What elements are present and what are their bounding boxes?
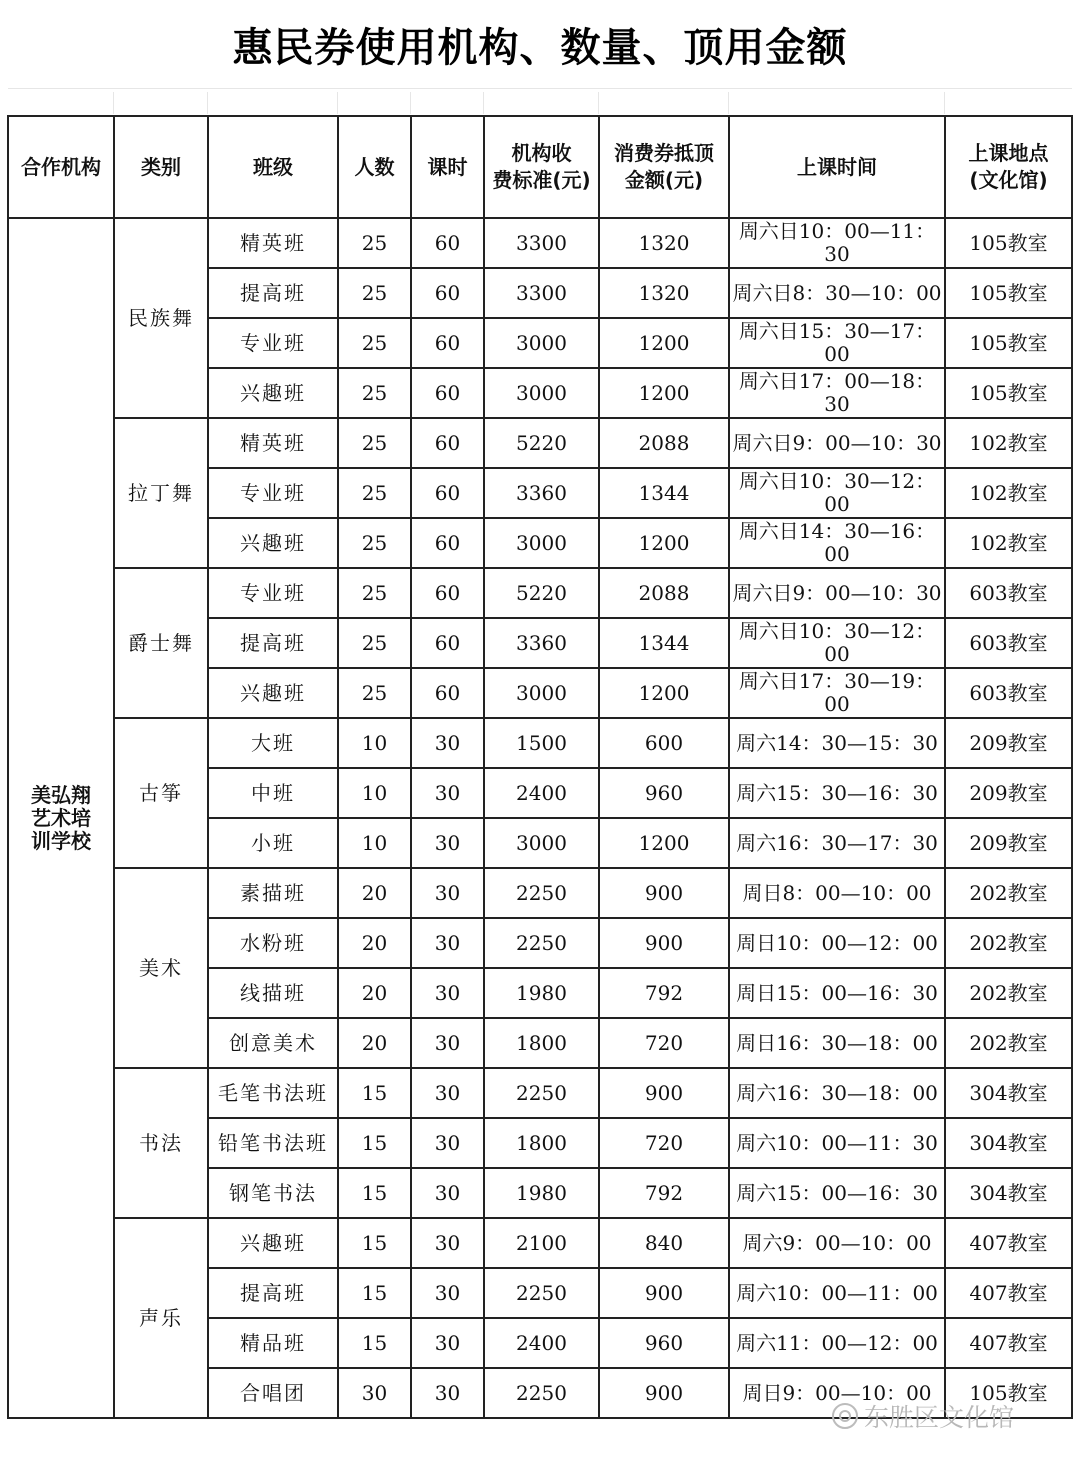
fee-cell: 2100 <box>484 1218 599 1268</box>
voucher-cell: 720 <box>599 1118 729 1168</box>
room-cell: 202教室 <box>945 918 1072 968</box>
fee-cell: 3000 <box>484 668 599 718</box>
fee-cell: 5220 <box>484 418 599 468</box>
fee-cell: 3000 <box>484 518 599 568</box>
table-row <box>8 718 1072 768</box>
grid-line <box>483 92 484 114</box>
time-cell: 周六日17：30—19： 00 <box>729 668 945 718</box>
header-cell: 课时 <box>411 116 484 218</box>
time-cell: 周日15：00—16：30 <box>729 968 945 1018</box>
time-cell: 周六10：00—11：00 <box>729 1268 945 1318</box>
room-cell: 102教室 <box>945 418 1072 468</box>
time-cell: 周日16：30—18：00 <box>729 1018 945 1068</box>
people-cell: 25 <box>338 368 411 418</box>
class-cell: 提高班 <box>208 268 338 318</box>
voucher-cell: 1200 <box>599 818 729 868</box>
hours-cell: 60 <box>411 418 484 468</box>
table-row <box>8 218 1072 268</box>
hours-cell: 30 <box>411 968 484 1018</box>
class-cell: 大班 <box>208 718 338 768</box>
table-header-row <box>8 116 1072 218</box>
header-cell: 类别 <box>114 116 208 218</box>
people-cell: 25 <box>338 418 411 468</box>
grid-line <box>8 88 1072 89</box>
grid-line <box>410 92 411 114</box>
grid-line <box>598 92 599 114</box>
time-cell: 周六15：30—16：30 <box>729 768 945 818</box>
table-row <box>8 568 1072 618</box>
time-cell: 周六日10：00—11： 30 <box>729 218 945 268</box>
fee-cell: 2400 <box>484 1318 599 1368</box>
hours-cell: 30 <box>411 1318 484 1368</box>
page-title: 惠民券使用机构、数量、顶用金额 <box>232 24 848 71</box>
time-cell: 周六16：30—18：00 <box>729 1068 945 1118</box>
fee-cell: 3360 <box>484 618 599 668</box>
header-cell: 合作机构 <box>8 116 114 218</box>
room-cell: 105教室 <box>945 318 1072 368</box>
class-cell: 毛笔书法班 <box>208 1068 338 1118</box>
people-cell: 20 <box>338 968 411 1018</box>
hours-cell: 30 <box>411 768 484 818</box>
people-cell: 20 <box>338 918 411 968</box>
time-cell: 周六日10：30—12： 00 <box>729 468 945 518</box>
hours-cell: 30 <box>411 1168 484 1218</box>
room-cell: 202教室 <box>945 1018 1072 1068</box>
fee-cell: 1980 <box>484 968 599 1018</box>
category-cell: 书法 <box>114 1068 208 1218</box>
class-cell: 兴趣班 <box>208 1218 338 1268</box>
voucher-cell: 900 <box>599 1368 729 1418</box>
category-cell: 美术 <box>114 868 208 1068</box>
time-cell: 周六10：00—11：30 <box>729 1118 945 1168</box>
hours-cell: 30 <box>411 918 484 968</box>
header-cell: 消费券抵顶 金额(元) <box>599 116 729 218</box>
people-cell: 25 <box>338 518 411 568</box>
hours-cell: 30 <box>411 718 484 768</box>
voucher-cell: 2088 <box>599 568 729 618</box>
time-cell: 周六16：30—17：30 <box>729 818 945 868</box>
watermark-text: 东胜区文化馆 <box>864 1403 1015 1432</box>
time-cell: 周六日9：00—10：30 <box>729 418 945 468</box>
fee-cell: 3000 <box>484 318 599 368</box>
room-cell: 209教室 <box>945 818 1072 868</box>
class-cell: 钢笔书法 <box>208 1168 338 1218</box>
voucher-cell: 720 <box>599 1018 729 1068</box>
people-cell: 25 <box>338 668 411 718</box>
room-cell: 407教室 <box>945 1218 1072 1268</box>
fee-cell: 2250 <box>484 1368 599 1418</box>
voucher-cell: 792 <box>599 968 729 1018</box>
class-cell: 创意美术 <box>208 1018 338 1068</box>
header-cell: 人数 <box>338 116 411 218</box>
hours-cell: 60 <box>411 518 484 568</box>
room-cell: 603教室 <box>945 568 1072 618</box>
fee-cell: 2250 <box>484 1268 599 1318</box>
class-cell: 精英班 <box>208 218 338 268</box>
grid-line <box>944 92 945 114</box>
time-cell: 周六日10：30—12： 00 <box>729 618 945 668</box>
organization-cell: 美弘翔 艺术培 训学校 <box>8 218 114 1418</box>
time-cell: 周日8：00—10：00 <box>729 868 945 918</box>
time-cell: 周六日15：30—17： 00 <box>729 318 945 368</box>
people-cell: 15 <box>338 1268 411 1318</box>
voucher-cell: 960 <box>599 768 729 818</box>
class-cell: 专业班 <box>208 318 338 368</box>
fee-cell: 3000 <box>484 818 599 868</box>
fee-cell: 1980 <box>484 1168 599 1218</box>
voucher-cell: 600 <box>599 718 729 768</box>
voucher-cell: 1200 <box>599 368 729 418</box>
people-cell: 25 <box>338 318 411 368</box>
class-cell: 提高班 <box>208 1268 338 1318</box>
header-cell: 机构收 费标准(元) <box>484 116 599 218</box>
hours-cell: 30 <box>411 818 484 868</box>
voucher-cell: 1200 <box>599 668 729 718</box>
room-cell: 209教室 <box>945 768 1072 818</box>
fee-cell: 3300 <box>484 268 599 318</box>
table-row <box>8 1068 1072 1118</box>
room-cell: 105教室 <box>945 368 1072 418</box>
category-cell: 民族舞 <box>114 218 208 418</box>
table-row <box>8 1218 1072 1268</box>
class-cell: 兴趣班 <box>208 368 338 418</box>
time-cell: 周六9：00—10：00 <box>729 1218 945 1268</box>
header-cell: 上课时间 <box>729 116 945 218</box>
time-cell: 周日9：00—10：00 <box>729 1368 945 1418</box>
fee-cell: 3300 <box>484 218 599 268</box>
hours-cell: 60 <box>411 318 484 368</box>
voucher-table <box>7 115 1073 1419</box>
people-cell: 10 <box>338 818 411 868</box>
room-cell: 407教室 <box>945 1318 1072 1368</box>
category-cell: 爵士舞 <box>114 568 208 718</box>
grid-line <box>113 92 114 114</box>
voucher-cell: 2088 <box>599 418 729 468</box>
voucher-cell: 900 <box>599 1268 729 1318</box>
people-cell: 15 <box>338 1318 411 1368</box>
hours-cell: 60 <box>411 368 484 418</box>
class-cell: 素描班 <box>208 868 338 918</box>
voucher-cell: 1200 <box>599 518 729 568</box>
fee-cell: 1800 <box>484 1018 599 1068</box>
category-cell: 古筝 <box>114 718 208 868</box>
people-cell: 25 <box>338 218 411 268</box>
room-cell: 209教室 <box>945 718 1072 768</box>
room-cell: 202教室 <box>945 968 1072 1018</box>
room-cell: 202教室 <box>945 868 1072 918</box>
voucher-cell: 1320 <box>599 218 729 268</box>
category-cell: 声乐 <box>114 1218 208 1418</box>
table-row <box>8 868 1072 918</box>
header-cell: 班级 <box>208 116 338 218</box>
grid-line <box>728 92 729 114</box>
class-cell: 专业班 <box>208 568 338 618</box>
voucher-cell: 960 <box>599 1318 729 1368</box>
hours-cell: 30 <box>411 1118 484 1168</box>
room-cell: 304教室 <box>945 1168 1072 1218</box>
people-cell: 25 <box>338 468 411 518</box>
fee-cell: 3360 <box>484 468 599 518</box>
time-cell: 周六11：00—12：00 <box>729 1318 945 1368</box>
class-cell: 兴趣班 <box>208 518 338 568</box>
room-cell: 105教室 <box>945 218 1072 268</box>
room-cell: 407教室 <box>945 1268 1072 1318</box>
time-cell: 周六日8：30—10：00 <box>729 268 945 318</box>
class-cell: 合唱团 <box>208 1368 338 1418</box>
hours-cell: 60 <box>411 268 484 318</box>
fee-cell: 1500 <box>484 718 599 768</box>
hours-cell: 60 <box>411 468 484 518</box>
hours-cell: 30 <box>411 1068 484 1118</box>
people-cell: 30 <box>338 1368 411 1418</box>
fee-cell: 2250 <box>484 1068 599 1118</box>
voucher-cell: 840 <box>599 1218 729 1268</box>
room-cell: 304教室 <box>945 1118 1072 1168</box>
people-cell: 10 <box>338 768 411 818</box>
category-cell: 拉丁舞 <box>114 418 208 568</box>
class-cell: 小班 <box>208 818 338 868</box>
people-cell: 20 <box>338 1018 411 1068</box>
fee-cell: 2400 <box>484 768 599 818</box>
hours-cell: 30 <box>411 1018 484 1068</box>
voucher-cell: 792 <box>599 1168 729 1218</box>
people-cell: 15 <box>338 1068 411 1118</box>
hours-cell: 30 <box>411 1268 484 1318</box>
time-cell: 周六15：00—16：30 <box>729 1168 945 1218</box>
class-cell: 中班 <box>208 768 338 818</box>
class-cell: 水粉班 <box>208 918 338 968</box>
grid-line <box>337 92 338 114</box>
fee-cell: 3000 <box>484 368 599 418</box>
hours-cell: 60 <box>411 568 484 618</box>
hours-cell: 30 <box>411 1218 484 1268</box>
people-cell: 10 <box>338 718 411 768</box>
voucher-cell: 900 <box>599 868 729 918</box>
time-cell: 周六日17：00—18： 30 <box>729 368 945 418</box>
people-cell: 15 <box>338 1168 411 1218</box>
room-cell: 304教室 <box>945 1068 1072 1118</box>
class-cell: 专业班 <box>208 468 338 518</box>
time-cell: 周六14：30—15：30 <box>729 718 945 768</box>
class-cell: 铅笔书法班 <box>208 1118 338 1168</box>
hours-cell: 60 <box>411 618 484 668</box>
voucher-cell: 900 <box>599 1068 729 1118</box>
room-cell: 102教室 <box>945 518 1072 568</box>
header-cell: 上课地点 (文化馆) <box>945 116 1072 218</box>
class-cell: 线描班 <box>208 968 338 1018</box>
time-cell: 周日10：00—12：00 <box>729 918 945 968</box>
fee-cell: 2250 <box>484 918 599 968</box>
voucher-cell: 1200 <box>599 318 729 368</box>
hours-cell: 60 <box>411 668 484 718</box>
hours-cell: 30 <box>411 1368 484 1418</box>
people-cell: 25 <box>338 568 411 618</box>
class-cell: 提高班 <box>208 618 338 668</box>
class-cell: 精英班 <box>208 418 338 468</box>
class-cell: 精品班 <box>208 1318 338 1368</box>
fee-cell: 1800 <box>484 1118 599 1168</box>
people-cell: 25 <box>338 268 411 318</box>
voucher-cell: 1344 <box>599 468 729 518</box>
fee-cell: 2250 <box>484 868 599 918</box>
time-cell: 周六日9：00—10：30 <box>729 568 945 618</box>
time-cell: 周六日14：30—16： 00 <box>729 518 945 568</box>
room-cell: 105教室 <box>945 1368 1072 1418</box>
people-cell: 15 <box>338 1118 411 1168</box>
room-cell: 603教室 <box>945 618 1072 668</box>
fee-cell: 5220 <box>484 568 599 618</box>
hours-cell: 30 <box>411 868 484 918</box>
people-cell: 15 <box>338 1218 411 1268</box>
voucher-cell: 1320 <box>599 268 729 318</box>
voucher-cell: 1344 <box>599 618 729 668</box>
room-cell: 603教室 <box>945 668 1072 718</box>
hours-cell: 60 <box>411 218 484 268</box>
room-cell: 102教室 <box>945 468 1072 518</box>
people-cell: 20 <box>338 868 411 918</box>
table-row <box>8 418 1072 468</box>
class-cell: 兴趣班 <box>208 668 338 718</box>
room-cell: 105教室 <box>945 268 1072 318</box>
grid-line <box>207 92 208 114</box>
people-cell: 25 <box>338 618 411 668</box>
voucher-cell: 900 <box>599 918 729 968</box>
